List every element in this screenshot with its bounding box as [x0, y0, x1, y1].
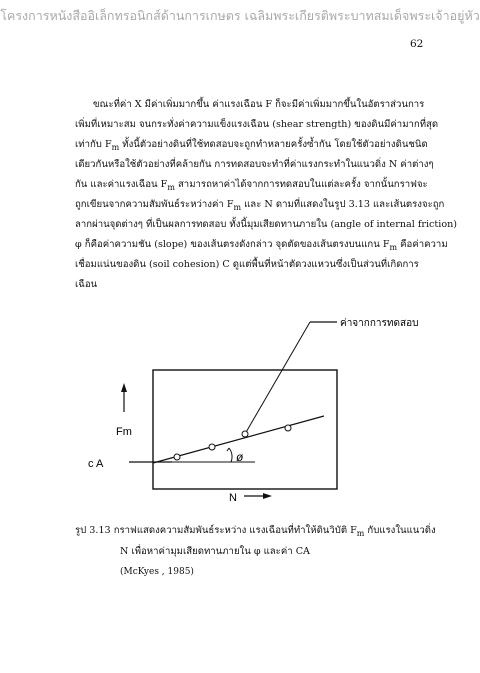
angle-arc-arrowhead: [227, 448, 229, 451]
test-point: [174, 454, 180, 460]
text-line: เชื่อมแน่นของดิน (soil cohesion) C ดูแต่พื้นที่หน้าตัดวงแหวนซึ่งเป็นส่วนที่เกิดการ: [75, 259, 419, 270]
caption-citation: (McKyes , 1985): [120, 567, 194, 577]
angle-arc: [229, 448, 232, 462]
text-line: ถูกเขียนจากความสัมพันธ์ระหว่างค่า $F_m$ และ N ดามที่แสดงในรูป 3.13 และเส้นตรงจะถูก: [75, 199, 445, 212]
test-point: [285, 425, 291, 431]
intercept-label: c A: [88, 458, 104, 470]
y-axis-label: Fm: [116, 426, 132, 438]
text-line: φ ก็คือค่าความชัน (slope) ของเส้นตรงดังกล่าว จุดตัดของเส้นตรงบนแกน $F_m$ คือค่าความ: [75, 239, 448, 252]
test-point: [209, 444, 215, 450]
text-line: เพิ่มที่เหมาะสม จนกระทั่งค่าความแข็งแรงเฉือน (shear strength) ของดินมีค่ามากที่สุด: [75, 119, 439, 130]
page-number: 62: [410, 38, 424, 50]
annotation-leader-line: [245, 322, 310, 434]
x-axis-label: N: [229, 492, 237, 504]
annotation-label: ค่าจากการทดสอบ: [340, 318, 419, 329]
text-line: เท่ากับ $F_m$ ทั้งนี้ตัวอย่างดินที่ใช้ทดสอบจะถูกทำหลายครั้งซ้ำกัน โดยใช้ตัวอย่างดินชนิด: [75, 139, 428, 152]
text-line: กัน และค่าแรงเฉือน $F_m$ สามารถหาค่าได้จากการทดสอบในแต่ละครั้ง จากนั้นกราฟจะ: [75, 179, 428, 192]
text-line: ลากผ่านจุดต่างๆ ที่เป็นผลการทดสอบ ทั้งนี้มุมเสียดทานภายใน (angle of internal friction): [75, 219, 458, 230]
x-axis-arrowhead: [263, 493, 272, 499]
angle-label: ø: [236, 450, 244, 464]
text-line: เดียวกันหรือใช้ตัวอย่างที่คล้ายกัน การทดสอบจะทำที่ค่าแรงกระทำในแนวดิ่ง N ค่าต่างๆ: [75, 159, 434, 170]
test-point: [242, 431, 248, 437]
book-series-header: โครงการหนังสืออิเล็กทรอนิกส์ด้านการเกษตร เฉลิมพระเกียรติพระบาทสมเด็จพระเจ้าอยู่หัว: [0, 8, 480, 23]
figure-caption: [75, 520, 455, 583]
caption-line: N เพื่อหาค่ามุมเสียดทานภายใน φ และค่า CA: [120, 546, 310, 557]
text-line: เฉือน: [75, 279, 98, 290]
caption-line: รูป 3.13 กราฟแสดงความสัมพันธ์ระหว่าง แรงเฉือนที่ทำให้ดินวิบัติ $F_m$ กับแรงในแนวดิ่ง: [75, 525, 436, 538]
text-line: ขณะที่ค่า X มีค่าเพิ่มมากขึ้น ค่าแรงเฉือน F ก็จะมีค่าเพิ่มมากขึ้นในอัตราส่วนการ: [93, 99, 425, 110]
y-axis-arrowhead: [121, 383, 127, 392]
plot-frame: [153, 370, 337, 489]
